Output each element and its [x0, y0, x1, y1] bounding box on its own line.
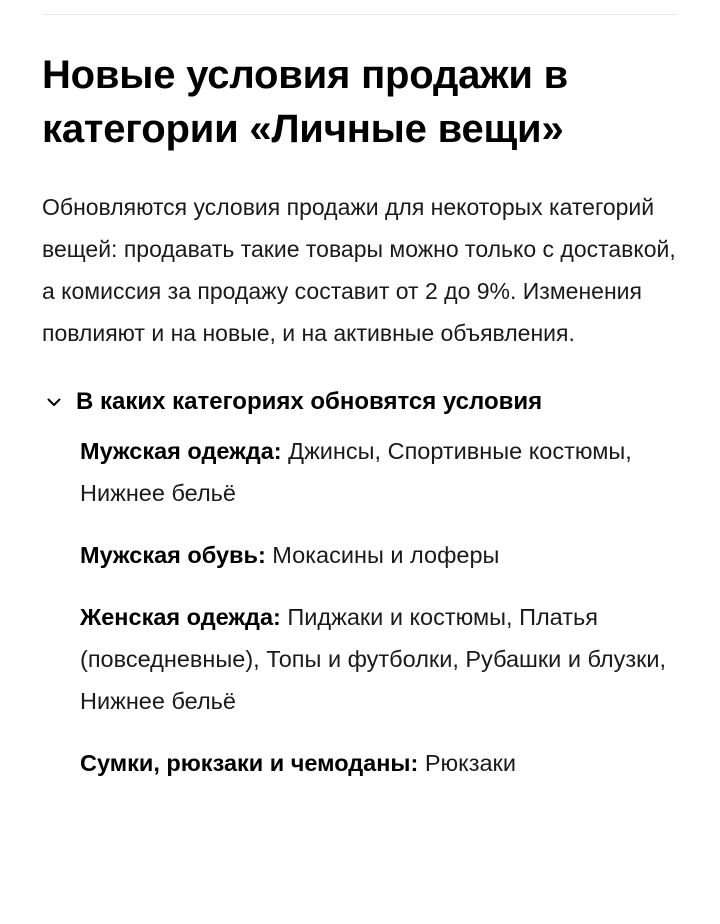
- category-name: Мужская обувь:: [80, 542, 266, 568]
- categories-accordion: [42, 382, 682, 784]
- chevron-down-icon: [44, 392, 64, 412]
- category-items: Мокасины и лоферы: [265, 542, 500, 568]
- category-items: Рюкзаки: [418, 750, 516, 776]
- category-items: Джинсы, Спортивные костюмы, Нижнее бельё: [80, 438, 632, 506]
- category-list: [80, 430, 682, 784]
- category-name: Сумки, рюкзаки и чемоданы:: [80, 750, 419, 776]
- category-items: Пиджаки и костюмы, Платья (повседневные), Топы и футболки, Рубашки и блузки, Нижнее бельё: [80, 604, 667, 714]
- category-name: Мужская одежда:: [80, 438, 282, 464]
- accordion-header[interactable]: [42, 382, 682, 422]
- intro-paragraph: Обновляются условия продажи для некоторых категорий вещей: продавать такие товары можно только с доставкой, а комиссия за продажу составит от 2 до 9%. Изменения повлияют и на новые, и на активные объявления.: [42, 194, 676, 346]
- article: [42, 48, 682, 804]
- page-title: Новые условия продажи в категории «Личные вещи»: [42, 53, 569, 151]
- accordion-title: В каких категориях обновятся условия: [76, 388, 543, 415]
- list-item: [80, 534, 682, 576]
- list-item: [80, 596, 682, 722]
- list-item: [80, 742, 682, 784]
- list-item: [80, 430, 682, 514]
- top-divider: [42, 14, 678, 15]
- category-name: Женская одежда:: [80, 604, 281, 630]
